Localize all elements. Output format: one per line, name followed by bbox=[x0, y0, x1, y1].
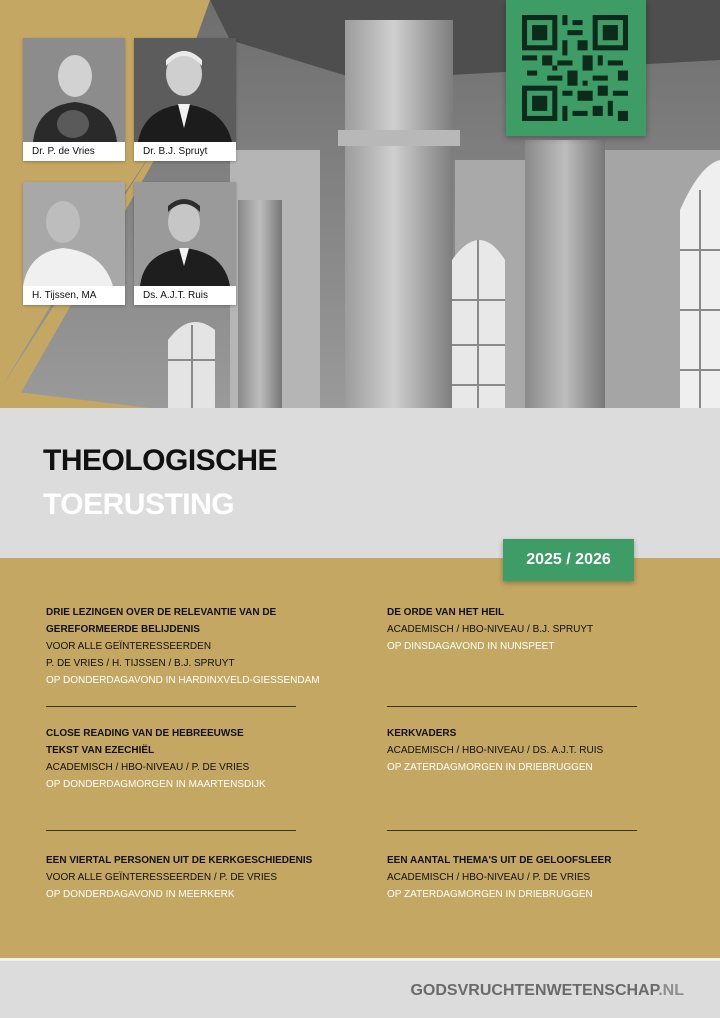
website-tld: .NL bbox=[658, 982, 684, 999]
course-item bbox=[387, 852, 611, 903]
course-when: OP DINSDAGAVOND IN NUNSPEET bbox=[387, 641, 555, 652]
course-audience: ACADEMISCH / HBO-NIVEAU / P. DE VRIES bbox=[46, 762, 250, 773]
course-when: OP ZATERDAGMORGEN IN DRIEBRUGGEN bbox=[387, 762, 593, 773]
header-area bbox=[0, 0, 720, 408]
course-audience: ACADEMISCH / HBO-NIVEAU / B.J. SPRUYT bbox=[387, 624, 594, 635]
course-when: OP DONDERDAGAVOND IN MEERKERK bbox=[46, 889, 235, 900]
speaker-caption: H. Tijssen, MA bbox=[32, 290, 97, 301]
course-speakers: P. DE VRIES / H. TIJSSEN / B.J. SPRUYT bbox=[46, 658, 235, 669]
divider bbox=[387, 830, 637, 831]
course-when: OP DONDERDAGAVOND IN HARDINXVELD-GIESSENDAM bbox=[46, 675, 320, 686]
website-link[interactable] bbox=[410, 982, 684, 1000]
course-title: KERKVADERS bbox=[387, 728, 457, 739]
page-title-line1: THEOLOGISCHE bbox=[43, 444, 278, 477]
qr-code-box[interactable] bbox=[506, 0, 646, 136]
course-audience: VOOR ALLE GEÏNTERESSEERDEN / P. DE VRIES bbox=[46, 872, 278, 883]
website-name: GODSVRUCHTENWETENSCHAP bbox=[410, 982, 659, 999]
course-item bbox=[46, 725, 266, 793]
speaker-portrait-tijssen bbox=[23, 182, 125, 305]
speaker-caption: Dr. B.J. Spruyt bbox=[143, 146, 208, 157]
course-audience: ACADEMISCH / HBO-NIVEAU / P. DE VRIES bbox=[387, 872, 591, 883]
speaker-portrait-ruis bbox=[134, 182, 236, 305]
portrait-photo bbox=[134, 182, 236, 286]
speaker-caption: Dr. P. de Vries bbox=[32, 146, 95, 157]
speaker-caption: Ds. A.J.T. Ruis bbox=[143, 290, 209, 301]
course-title-cont: GEREFORMEERDE BELIJDENIS bbox=[46, 624, 200, 635]
speaker-portrait-spruyt bbox=[134, 38, 236, 161]
course-title-cont: TEKST VAN EZECHIËL bbox=[46, 745, 155, 756]
title-band bbox=[0, 408, 720, 558]
course-when: OP ZATERDAGMORGEN IN DRIEBRUGGEN bbox=[387, 889, 593, 900]
course-title: DRIE LEZINGEN OVER DE RELEVANTIE VAN DE bbox=[46, 607, 277, 618]
course-title: DE ORDE VAN HET HEIL bbox=[387, 607, 505, 618]
course-item bbox=[387, 725, 603, 776]
course-when: OP DONDERDAGMORGEN IN MAARTENSDIJK bbox=[46, 779, 266, 790]
portrait-photo bbox=[23, 38, 125, 142]
divider bbox=[46, 830, 296, 831]
course-audience: ACADEMISCH / HBO-NIVEAU / DS. A.J.T. RUIS bbox=[387, 745, 604, 756]
course-item bbox=[46, 852, 312, 903]
portrait-photo bbox=[23, 182, 125, 286]
course-title: EEN VIERTAL PERSONEN UIT DE KERKGESCHIEDENIS bbox=[46, 855, 313, 866]
divider bbox=[46, 706, 296, 707]
qr-code-icon bbox=[522, 15, 628, 121]
course-audience: VOOR ALLE GEÏNTERESSEERDEN bbox=[46, 641, 212, 652]
portrait-photo bbox=[134, 38, 236, 142]
course-title: CLOSE READING VAN DE HEBREEUWSE bbox=[46, 728, 244, 739]
page-title-line2: TOERUSTING bbox=[43, 488, 235, 521]
divider bbox=[387, 706, 637, 707]
course-title: EEN AANTAL THEMA'S UIT DE GELOOFSLEER bbox=[387, 855, 612, 866]
speaker-portrait-de-vries bbox=[23, 38, 125, 161]
course-item bbox=[46, 604, 320, 689]
year-badge: 2025 / 2026 bbox=[503, 539, 634, 581]
course-item bbox=[387, 604, 593, 655]
